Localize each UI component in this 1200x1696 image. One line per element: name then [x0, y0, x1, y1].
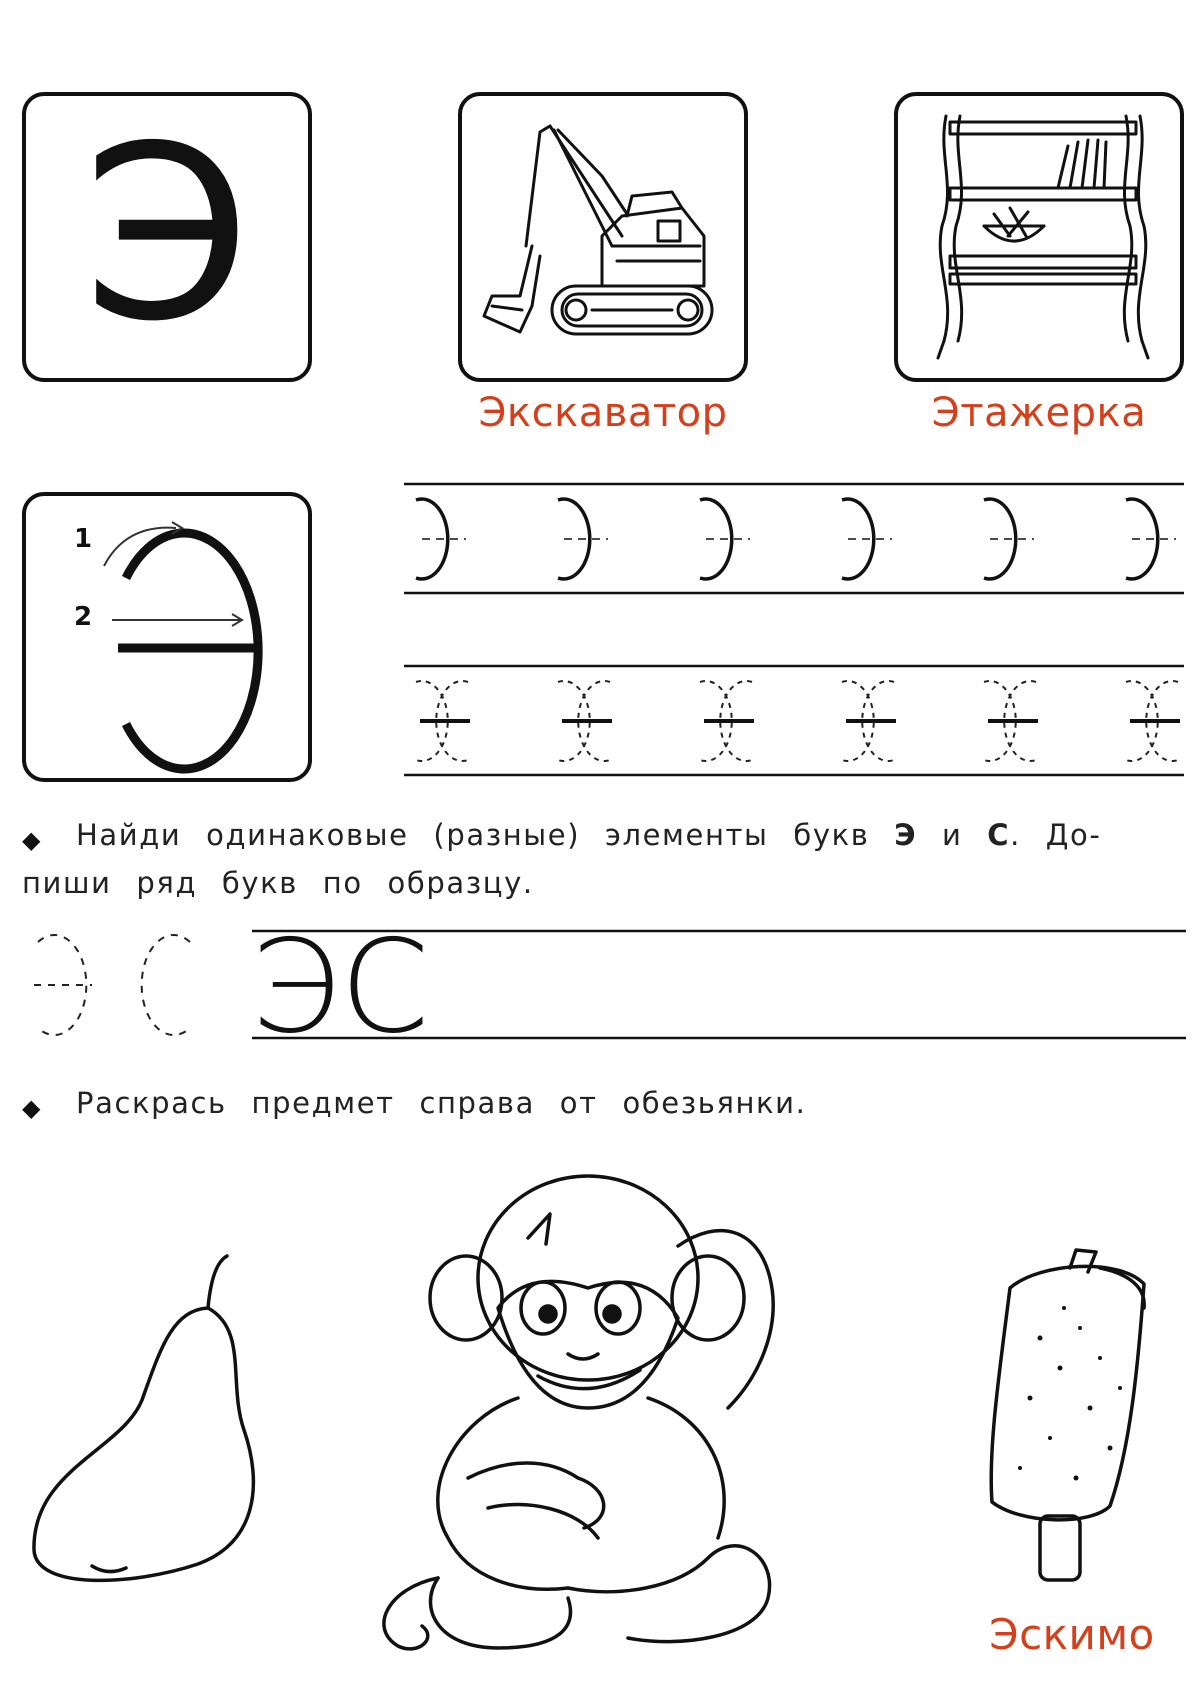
bullet-2: ◆: [22, 1094, 41, 1122]
bookshelf-card: [894, 92, 1184, 382]
excavator-caption: Экскаватор: [478, 390, 728, 436]
pattern-sample-s: С: [340, 913, 430, 1062]
traced-letter-solid: [984, 499, 1034, 579]
traced-letter-solid: [558, 499, 608, 579]
letter-card: [22, 92, 312, 382]
eskimo-drawing: [980, 1248, 1170, 1578]
monkey-drawing: [378, 1158, 848, 1658]
pattern-dashed-letters: [20, 932, 200, 1042]
stroke-step-1: 1: [74, 524, 93, 554]
pattern-sample-e: Э: [250, 913, 340, 1062]
letter-display: Э: [83, 94, 251, 374]
instruction-2: Раскрась предмет справа от обезьянки.: [76, 1086, 807, 1120]
traced-letter-dashed: [558, 681, 612, 761]
instruction-1-continued: . До-: [1010, 818, 1102, 852]
instruction-1: [76, 818, 1186, 852]
instruction-1-text: Найди одинаковые (разные) элементы букв: [76, 818, 870, 852]
traced-letter-dashed: [700, 681, 754, 761]
stroke-order-letter: [26, 496, 316, 786]
eskimo-caption: Эскимо: [989, 1610, 1155, 1659]
traced-letter-solid: [842, 499, 892, 579]
bullet-1: ◆: [22, 826, 41, 854]
stroke-step-2: 2: [74, 602, 93, 632]
traced-letter-dashed: [1126, 681, 1180, 761]
excavator-card: [458, 92, 748, 382]
excavator-drawing: [462, 96, 752, 386]
tracing-row-solid: [404, 482, 1184, 602]
traced-letter-dashed: [984, 681, 1038, 761]
instruction-1-line2: пиши ряд букв по образцу.: [22, 866, 534, 900]
traced-letter-dashed: [416, 681, 470, 761]
bookshelf-caption: Этажерка: [931, 390, 1147, 436]
traced-letter-dashed: [842, 681, 896, 761]
traced-letter-solid: [700, 499, 750, 579]
pear-drawing: [22, 1250, 262, 1590]
bookshelf-drawing: [898, 96, 1188, 386]
instruction-1-letter-a: Э: [894, 818, 918, 852]
stroke-order-card: [22, 492, 312, 782]
traced-letter-solid: [1126, 499, 1176, 579]
instruction-1-conjunction: и: [941, 818, 963, 852]
tracing-row-dashed: [404, 664, 1184, 784]
traced-letter-solid: [416, 499, 466, 579]
instruction-1-letter-b: С: [987, 818, 1011, 852]
